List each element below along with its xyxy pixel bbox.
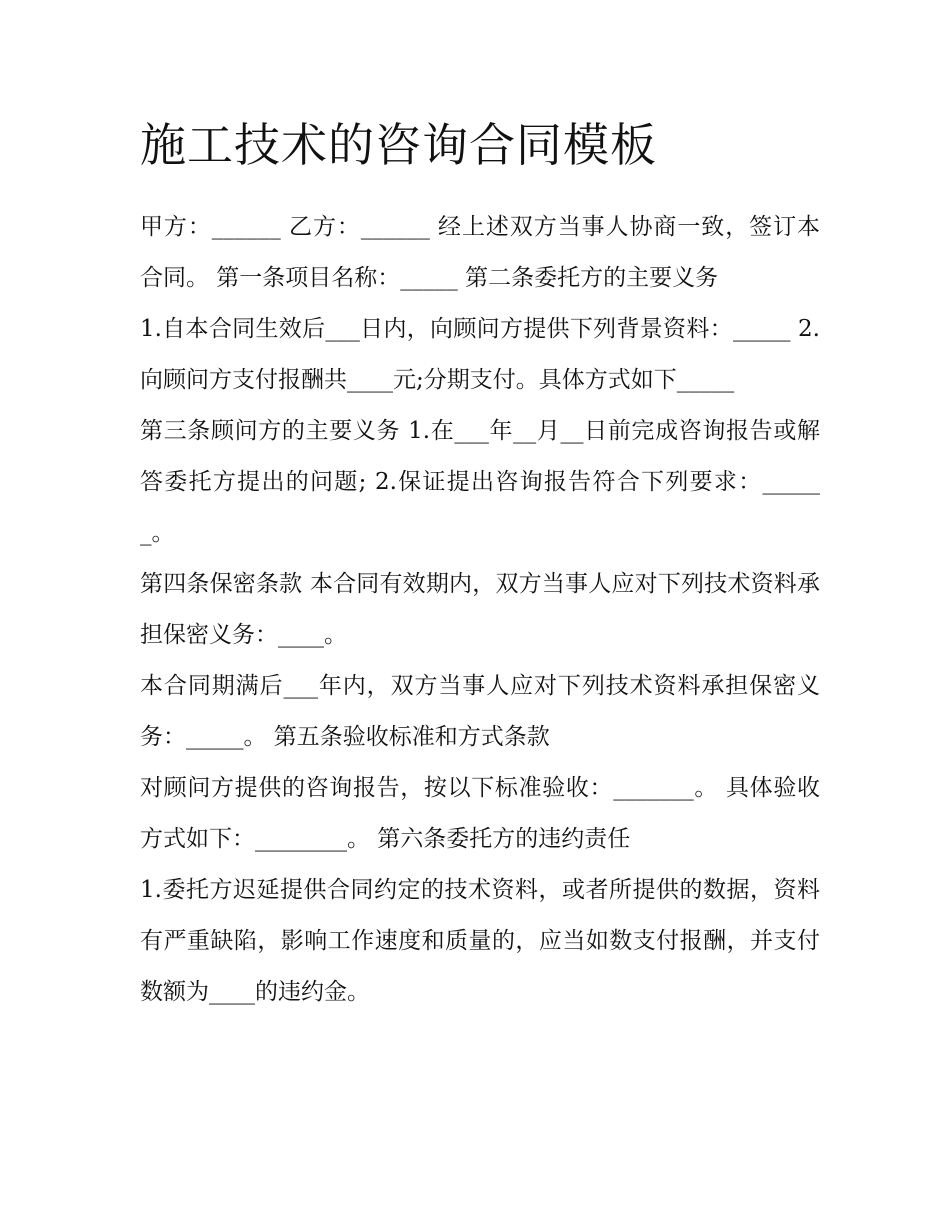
paragraph-confidentiality: 第四条保密条款 本合同有效期内，双方当事人应对下列技术资料承担保密义务：____。 (140, 571, 820, 648)
document-page (140, 112, 820, 1018)
document-title: 施工技术的咨询合同模板 (140, 118, 657, 172)
paragraph-consultant-duties: 第三条顾问方的主要义务 1.在___年__月__日前完成咨询报告或解答委托方提出的问题; 2.保证提出咨询报告符合下列要求：______。 (140, 418, 820, 546)
paragraph-client-liability: 1.委托方迟延提供合同约定的技术资料，或者所提供的数据，资料有严重缺陷，影响工作速度和质量的，应当如数支付报酬，并支付数额为____的违约金。 (140, 877, 820, 1005)
paragraph-client-duties: 1.自本合同生效后___日内，向顾问方提供下列背景资料：_____ 2.向顾问方支付报酬共____元;分期支付。具体方式如下_____ (140, 316, 820, 393)
paragraph-post-term-confidentiality: 本合同期满后___年内，双方当事人应对下列技术资料承担保密义务：_____。 第五条验收标准和方式条款 (140, 673, 820, 750)
paragraph-acceptance: 对顾问方提供的咨询报告，按以下标准验收：_______。 具体验收方式如下：________。 第六条委托方的违约责任 (140, 775, 820, 852)
paragraph-parties: 甲方：______ 乙方：______ 经上述双方当事人协商一致，签订本合同。 第一条项目名称：_____ 第二条委托方的主要义务 (140, 214, 820, 291)
